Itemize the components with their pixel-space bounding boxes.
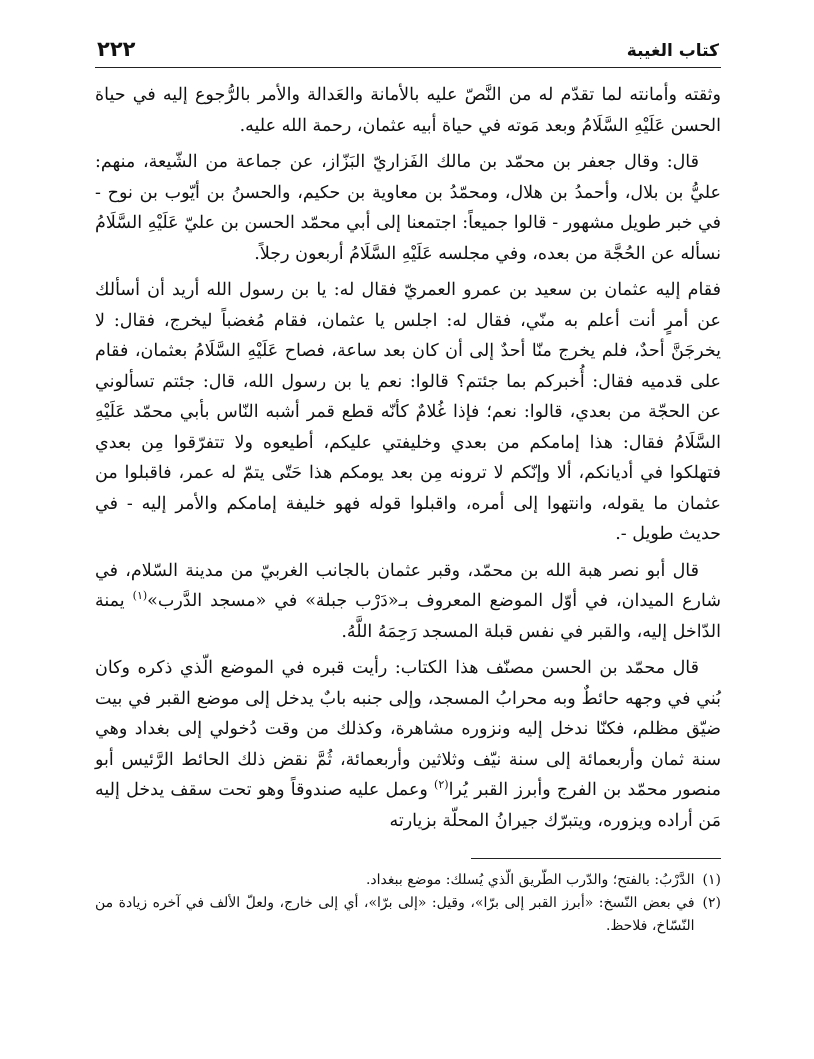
footnote-1-text: الدَّرْبُ: بالفتح؛ والدّرب الطّريق الّذي يُسلك: موضع ببغداد. bbox=[365, 872, 695, 888]
running-head bbox=[95, 28, 721, 68]
paragraph-2: قال: وقال جعفر بن محمّد بن مالك الفَزاريّ البَزّاز، عن جماعة من الشّيعة، منهم: عليُّ بن بلال، وأحمدُ بن هلال، ومحمّدُ بن معاوية بن حكيم، والحسنُ بن أيّوب بن نوح - في خبر طويل مشهور - قالوا جميعاً: اجتمعنا إلى أبي محمّد الحسن بن عليّ عَلَيْهِ السَّلَامُ نسأله عن الحُجَّة من بعده، وفي مجلسه عَلَيْهِ السَّلَامُ أربعون رجلاً. bbox=[95, 152, 721, 264]
footnotes bbox=[95, 869, 721, 938]
paragraph-4-end: يمنة الدّاخل إليه، والقبر في نفس قبلة المسجد رَحِمَهُ اللَّهُ. bbox=[95, 591, 721, 642]
book-title: كتاب الغيبة bbox=[626, 41, 719, 61]
footnote-2-number: (٢) bbox=[702, 895, 721, 911]
footnote-2-text: في بعض النّسخ: «أبرز القبر إلى برّا»، وقيل: «إلى برّا»، أي إلى خارج، ولعلّ الألف في آخره زيادة من النّسّاخ، فلاحظ. bbox=[95, 895, 695, 934]
footnote-ref-2[interactable]: (٢) bbox=[434, 778, 449, 792]
footnote-2 bbox=[95, 892, 721, 938]
paragraph-3: فقام إليه عثمان بن سعيد بن عمرو العمريّ فقال له: يا بن رسول الله أريد أن أسألك عن أمرٍ أنت أعلم به منّي، فقال له: اجلس يا عثمان، فقام مُغضباً ليخرج، فقال: لا يخرجَنَّ أحدٌ، فلم يخرج منّا أحدٌ إلى أن كان بعد ساعة، فصاح عَلَيْهِ السَّلَامُ بعثمان، فقام على قدميه فقال: أُخبركم بما جئتم؟ قالوا: نعم يا بن رسول الله، قال: جئتم تسألوني عن الحجّة من بعدي، قالوا: نعم؛ فإذا غُلامٌ كأنّه قطع قمر أشبه النّاس بأبي محمّد عَلَيْهِ السَّلَامُ فقال: هذا إمامكم من بعدي وخليفتي عليكم، أطيعوه ولا تتفرّقوا مِن بعدي فتهلكوا في أديانكم، ألا وإنّكم لا ترونه مِن بعد يومكم هذا حَتّى يتمّ له عمر، فاقبلوا من عثمان ما يقوله، وانتهوا إلى أمره، واقبلوا قوله فهو خليفة إمامكم والأمر إليه - في حديث طويل -. bbox=[95, 280, 721, 544]
footnote-1-number: (١) bbox=[702, 872, 721, 888]
paragraph-1: وثقته وأمانته لما تقدّم له من النَّصّ عليه بالأمانة والعَدالة والأمر بالرُّجوع إليه في حياة الحسن عَلَيْهِ السَّلَامُ وبعد مَوته في حياة أبيه عثمان، رحمة الله عليه. bbox=[95, 85, 721, 136]
main-text bbox=[95, 80, 721, 836]
paragraph-4 bbox=[95, 556, 721, 648]
paragraph-5 bbox=[95, 653, 721, 836]
paragraph-5-end: وعمل عليه صندوقاً وهو تحت سقف يدخل إليه مَن أراده ويزوره، ويتبرّك جيرانُ المحلّة بزيارته bbox=[95, 780, 721, 831]
book-page bbox=[95, 28, 721, 1038]
paragraph-4-text: قال أبو نصر هبة الله بن محمّد، وقبر عثمان بالجانب الغربيّ من مدينة السّلام، في شارع الميدان، في أوّل الموضع المعروف بـ«دَرْب جبلة» في «مسجد الدَّرب» bbox=[95, 560, 721, 611]
footnote-divider bbox=[471, 858, 721, 859]
paragraph-5-text: قال محمّد بن الحسن مصنّف هذا الكتاب: رأيت قبره في الموضع الّذي ذكره وكان بُني في وجهه حائطٌ وبه محرابُ المسجد، وإلى جنبه بابٌ يدخل إلى موضع القبر في بيت ضيّق مظلم، فكنّا ندخل إليه ونزوره مشاهرة، وكذلك من وقت دُخولي إلى بغداد وهي سنة ثمان وأربعمائة إلى سنة نيّف وثلاثين وأربعمائة، ثُمَّ نقض ذلك الحائط الرَّئيس أبو منصور محمّد بن الفرج وأبرز القبر يُرا bbox=[95, 658, 721, 800]
footnote-ref-1[interactable]: (١) bbox=[132, 589, 148, 603]
page-number: ٢٢٢ bbox=[97, 37, 136, 61]
footnote-1 bbox=[95, 869, 721, 892]
